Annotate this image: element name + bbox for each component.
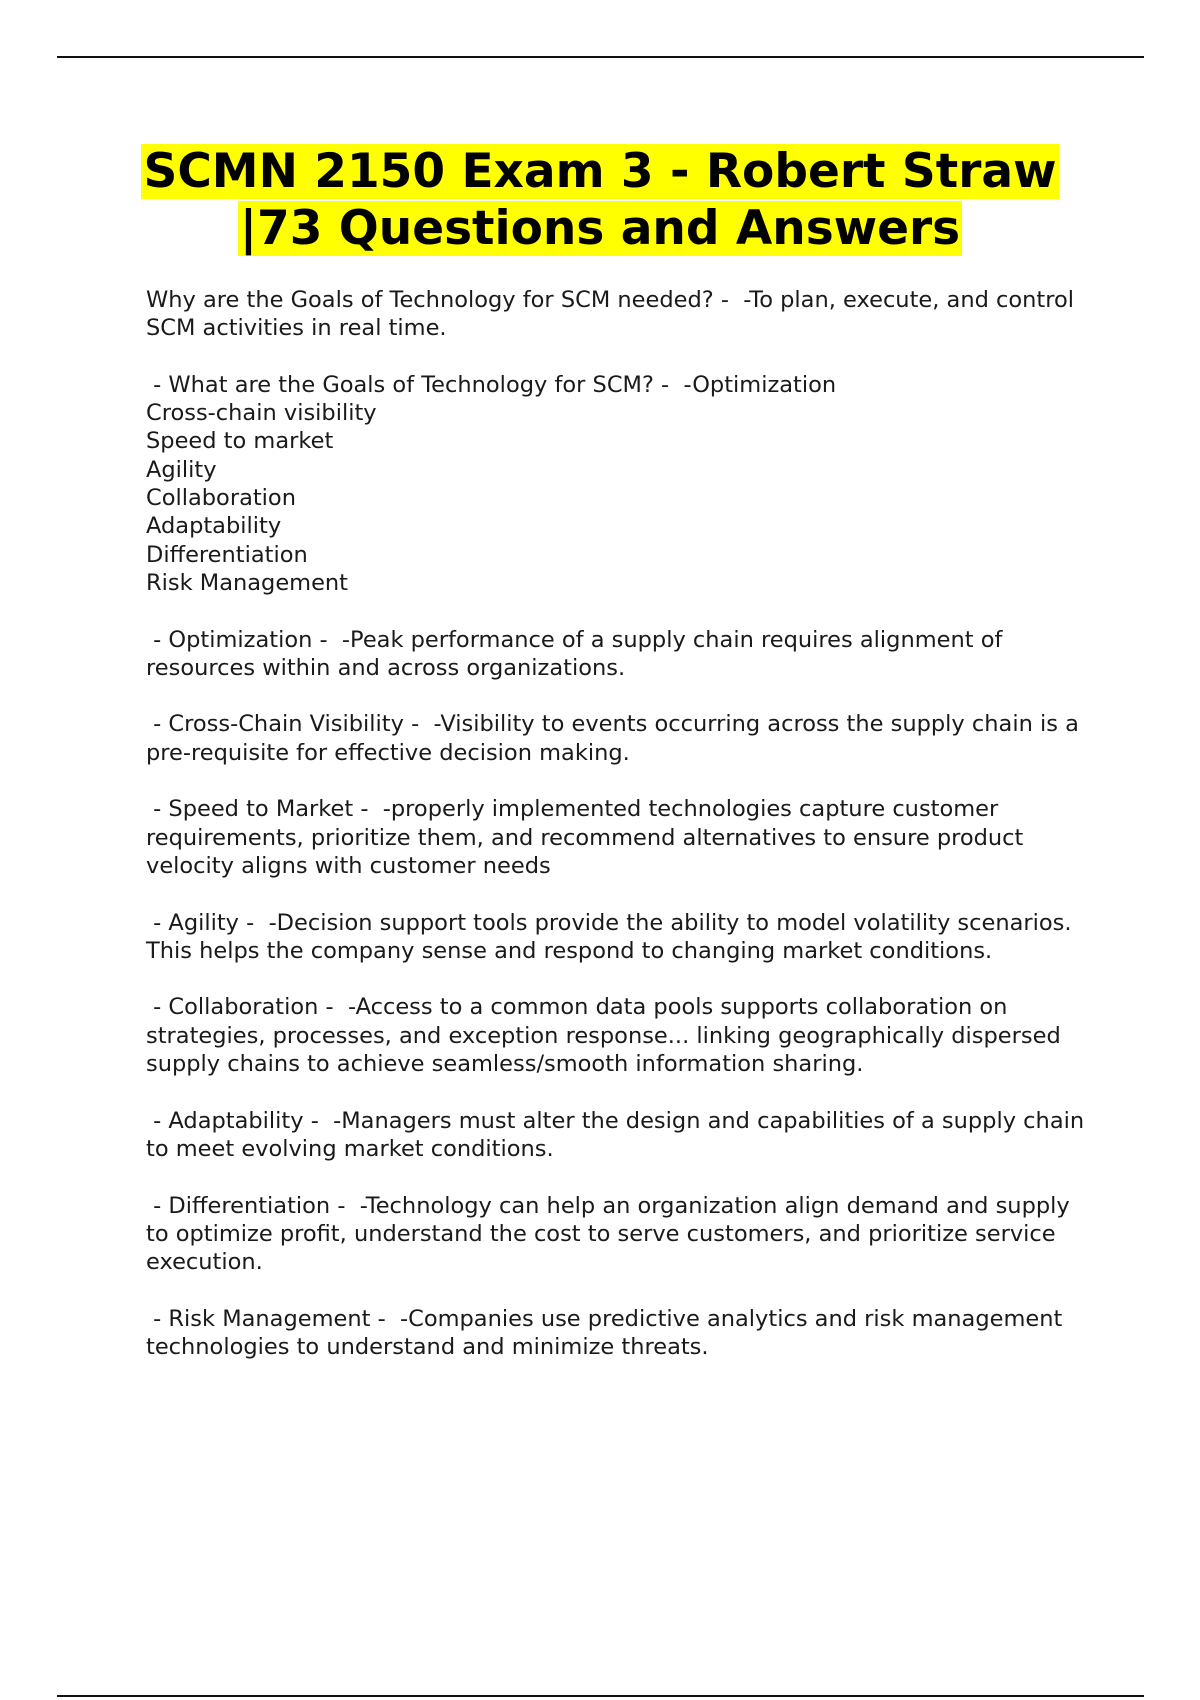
document-title xyxy=(100,143,1100,257)
qa-list-item: Speed to market xyxy=(146,428,334,455)
qa-list-item: Collaboration xyxy=(146,485,296,512)
qa-item xyxy=(146,993,1091,1078)
qa-text: - Differentiation - -Technology can help an organization align demand and supply to optimize profit, understand the cost to serve customers, and prioritize service execution. xyxy=(146,1192,1077,1276)
qa-item xyxy=(146,1192,1091,1277)
qa-list-item: Cross-chain visibility xyxy=(146,400,377,427)
qa-text: - What are the Goals of Technology for SCM? - -Optimization xyxy=(146,371,837,398)
qa-text: - Risk Management - -Companies use predictive analytics and risk management technologies to understand and minimize threats. xyxy=(146,1305,1070,1360)
qa-text: - Collaboration - -Access to a common data pools supports collaboration on strategies, processes, and exception response... linking geographically dispersed supply chains to achieve seamless/smooth information sharing. xyxy=(146,994,1068,1078)
qa-item xyxy=(146,286,1091,343)
qa-item xyxy=(146,909,1091,966)
qa-item xyxy=(146,371,1091,597)
qa-item xyxy=(146,1305,1091,1362)
qa-text: - Adaptability - -Managers must alter the design and capabilities of a supply chain to meet evolving market conditions. xyxy=(146,1107,1092,1162)
title-line-2: |73 Questions and Answers xyxy=(239,201,961,256)
qa-text: - Optimization - -Peak performance of a supply chain requires alignment of resources within and across organizations. xyxy=(146,626,1010,681)
qa-item xyxy=(146,795,1091,880)
qa-item xyxy=(146,710,1091,767)
qa-text: - Cross-Chain Visibility - -Visibility to events occurring across the supply chain is a pre-requisite for effective decision making. xyxy=(146,711,1087,766)
header-rule xyxy=(57,56,1144,58)
qa-list-item: Differentiation xyxy=(146,541,308,568)
qa-text: - Agility - -Decision support tools provide the ability to model volatility scenarios. This helps the company sense and respond to changing market conditions. xyxy=(146,909,1079,964)
qa-item xyxy=(146,1107,1091,1164)
qa-text: - Speed to Market - -properly implemented technologies capture customer requirements, prioritize them, and recommend alternatives to ensure product velocity aligns with customer needs xyxy=(146,796,1031,879)
qa-list-item: Agility xyxy=(146,456,217,483)
title-line-1: SCMN 2150 Exam 3 - Robert Straw xyxy=(143,144,1057,199)
qa-text: Why are the Goals of Technology for SCM needed? - -To plan, execute, and control SCM activities in real time. xyxy=(146,287,1082,342)
qa-list-item: Risk Management xyxy=(146,569,349,596)
qa-item xyxy=(146,626,1091,683)
qa-list-item: Adaptability xyxy=(146,513,282,540)
footer-rule xyxy=(57,1695,1144,1697)
qa-body xyxy=(146,286,1091,1390)
